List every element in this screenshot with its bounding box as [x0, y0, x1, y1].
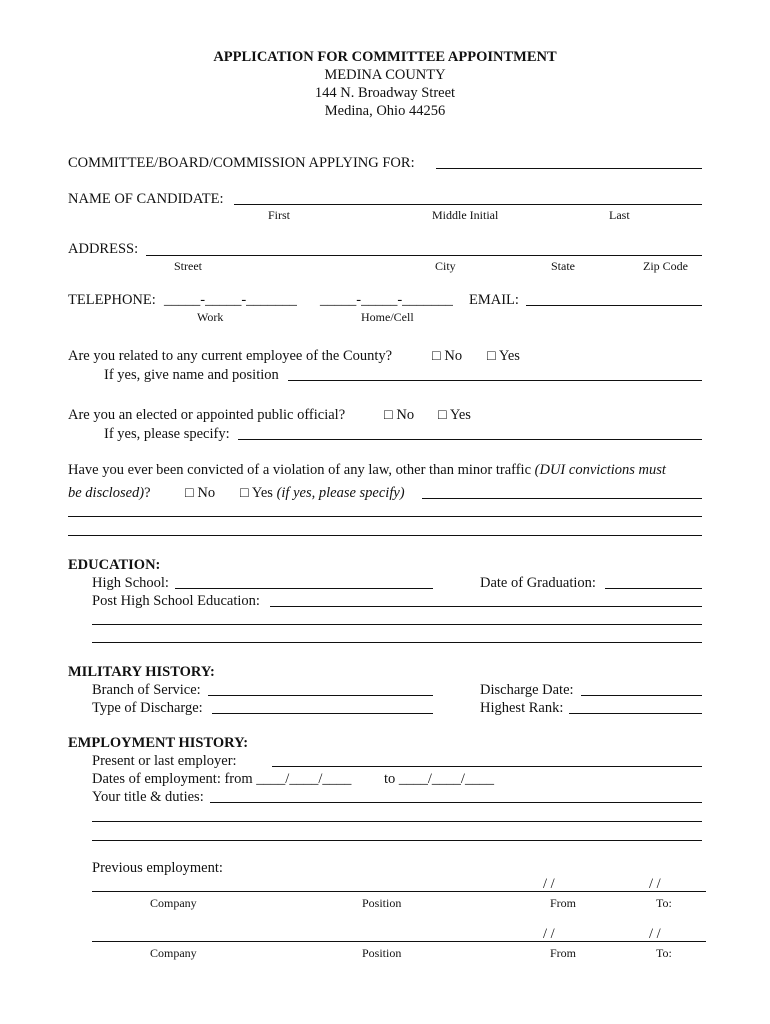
conviction-field-3[interactable] [68, 535, 702, 536]
committee-label: COMMITTEE/BOARD/COMMISSION APPLYING FOR: [68, 155, 415, 171]
discharge-type-label: Type of Discharge: [92, 700, 203, 716]
conviction-question-text: Have you ever been convicted of a violation of any law, other than minor traffic [68, 462, 532, 478]
related-yes-checkbox[interactable]: □ Yes [487, 348, 520, 364]
street-address: 144 N. Broadway Street [314, 85, 456, 101]
post-high-field-1[interactable] [270, 606, 702, 607]
branch-label: Branch of Service: [92, 682, 201, 698]
post-high-field-2[interactable] [92, 624, 702, 625]
related-followup-field[interactable] [288, 380, 702, 381]
committee-field[interactable] [436, 168, 702, 169]
high-school-field[interactable] [175, 588, 433, 589]
work-phone-field[interactable]: _____-_____-_______ [164, 292, 297, 308]
title-duties-field-1[interactable] [210, 802, 702, 803]
name-last-caption: Last [609, 208, 630, 222]
work-caption: Work [197, 310, 224, 324]
prev-company-caption-2: Company [150, 946, 197, 960]
prev-employment-field-2[interactable] [92, 941, 706, 942]
education-heading: EDUCATION: [68, 557, 161, 573]
prev-to-caption-2: To: [656, 946, 672, 960]
prev-to-date-1[interactable]: / / [649, 876, 661, 892]
city-line: Medina, Ohio 44256 [324, 103, 446, 119]
address-zip-caption: Zip Code [643, 259, 688, 273]
telephone-label: TELEPHONE: [68, 292, 156, 308]
employment-dates-to[interactable]: to ____/____/____ [384, 771, 494, 787]
official-yes-checkbox[interactable]: □ Yes [438, 407, 471, 423]
prev-from-caption-1: From [550, 896, 577, 910]
conviction-yes-checkbox[interactable]: □ Yes [240, 485, 273, 501]
branch-field[interactable] [208, 695, 433, 696]
home-caption: Home/Cell [361, 310, 414, 324]
address-street-caption: Street [174, 259, 202, 273]
prev-position-caption-1: Position [362, 896, 402, 910]
post-high-field-3[interactable] [92, 642, 702, 643]
prev-from-caption-2: From [550, 946, 577, 960]
prev-company-caption-1: Company [150, 896, 197, 910]
email-label: EMAIL: [469, 292, 519, 308]
military-heading: MILITARY HISTORY: [68, 664, 215, 680]
conviction-question [68, 462, 666, 479]
title-duties-field-3[interactable] [92, 840, 702, 841]
high-school-label: High School: [92, 575, 169, 591]
conviction-field-2[interactable] [68, 516, 702, 517]
home-phone-field[interactable]: _____-_____-_______ [320, 292, 453, 308]
discharge-date-label: Discharge Date: [480, 682, 574, 698]
rank-label: Highest Rank: [480, 700, 564, 716]
conviction-no-checkbox[interactable]: □ No [185, 485, 216, 501]
name-field[interactable] [234, 204, 702, 205]
employment-heading: EMPLOYMENT HISTORY: [68, 735, 249, 751]
dui-note-2: be disclosed) [68, 485, 145, 501]
title-duties-label: Your title & duties: [92, 789, 204, 805]
conviction-specify-note: (if yes, please specify) [276, 485, 405, 501]
official-question: Are you an elected or appointed public official? [68, 407, 346, 423]
name-middle-caption: Middle Initial [432, 208, 499, 222]
related-no-checkbox[interactable]: □ No [432, 348, 463, 364]
employment-dates-from[interactable]: Dates of employment: from ____/____/____ [92, 771, 352, 787]
prev-to-date-2[interactable]: / / [649, 926, 661, 942]
prev-from-date-1[interactable]: / / [543, 876, 555, 892]
name-first-caption: First [268, 208, 291, 222]
title-duties-field-2[interactable] [92, 821, 702, 822]
prev-to-caption-1: To: [656, 896, 672, 910]
discharge-date-field[interactable] [581, 695, 702, 696]
conviction-field-1[interactable] [422, 498, 702, 499]
prev-position-caption-2: Position [362, 946, 402, 960]
county-name: MEDINA COUNTY [324, 67, 446, 83]
address-field[interactable] [146, 255, 702, 256]
graduation-label: Date of Graduation: [480, 575, 596, 591]
official-no-checkbox[interactable]: □ No [384, 407, 415, 423]
official-followup: If yes, please specify: [104, 426, 230, 442]
dui-note: (DUI convictions must [534, 462, 666, 478]
conviction-yes-group [240, 485, 405, 502]
previous-employment-label: Previous employment: [92, 860, 223, 876]
form-title: APPLICATION FOR COMMITTEE APPOINTMENT [213, 49, 557, 65]
graduation-field[interactable] [605, 588, 702, 589]
present-employer-field[interactable] [272, 766, 702, 767]
rank-field[interactable] [569, 713, 702, 714]
post-high-label: Post High School Education: [92, 593, 260, 609]
prev-from-date-2[interactable]: / / [543, 926, 555, 942]
name-label: NAME OF CANDIDATE: [68, 191, 224, 207]
present-employer-label: Present or last employer: [92, 753, 237, 769]
email-field[interactable] [526, 305, 702, 306]
discharge-type-field[interactable] [212, 713, 433, 714]
prev-employment-field-1[interactable] [92, 891, 706, 892]
address-state-caption: State [551, 259, 575, 273]
official-followup-field[interactable] [238, 439, 702, 440]
question-mark: ? [144, 485, 151, 501]
address-city-caption: City [435, 259, 456, 273]
conviction-line-2 [68, 485, 151, 502]
related-question: Are you related to any current employee of the County? [68, 348, 393, 364]
address-label: ADDRESS: [68, 241, 139, 257]
related-followup: If yes, give name and position [104, 367, 279, 383]
